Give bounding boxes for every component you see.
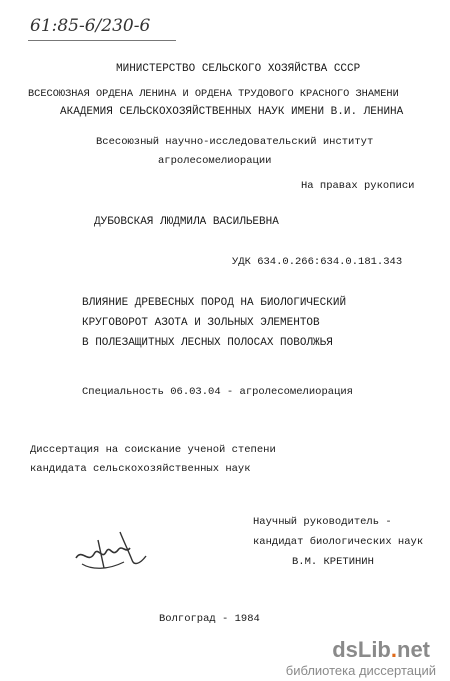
academy-heading-line2: АКАДЕМИЯ СЕЛЬСКОХОЗЯЙСТВЕННЫХ НАУК ИМЕНИ В.И. ЛЕНИНА xyxy=(60,106,404,118)
watermark-logo-tld: net xyxy=(397,637,430,662)
thesis-title-line3: В ПОЛЕЗАЩИТНЫХ ЛЕСНЫХ ПОЛОСАХ ПОВОЛЖЬЯ xyxy=(82,337,333,349)
specialty: Специальность 06.03.04 - агролесомелиорация xyxy=(82,386,353,398)
author-name: ДУБОВСКАЯ ЛЮДМИЛА ВАСИЛЬЕВНА xyxy=(94,216,279,228)
udk-code: УДК 634.0.266:634.0.181.343 xyxy=(232,256,403,268)
watermark-logo-main: dsLib xyxy=(332,637,391,662)
thesis-title-line2: КРУГОВОРОТ АЗОТА И ЗОЛЬНЫХ ЭЛЕМЕНТОВ xyxy=(82,317,320,329)
dissertation-line2: кандидата сельскохозяйственных наук xyxy=(30,463,251,475)
supervisor-line1: Научный руководитель - xyxy=(253,516,392,528)
dissertation-line1: Диссертация на соискание ученой степени xyxy=(30,444,276,456)
institute-line1: Всесоюзный научно-исследовательский институт xyxy=(96,136,374,148)
thesis-title-line1: ВЛИЯНИЕ ДРЕВЕСНЫХ ПОРОД НА БИОЛОГИЧЕСКИЙ xyxy=(82,297,347,309)
watermark-subtitle: библиотека диссертаций xyxy=(285,663,436,678)
watermark-logo xyxy=(332,637,430,663)
ministry-heading: МИНИСТЕРСТВО СЕЛЬСКОГО ХОЗЯЙСТВА СССР xyxy=(116,63,361,75)
institute-line2: агролесомелиорации xyxy=(158,155,272,167)
supervisor-line2: кандидат биологических наук xyxy=(253,536,424,548)
rights-note: На правах рукописи xyxy=(301,180,415,192)
signature-graphic xyxy=(68,520,158,580)
academy-heading-line1: ВСЕСОЮЗНАЯ ОРДЕНА ЛЕНИНА И ОРДЕНА ТРУДОВОГО КРАСНОГО ЗНАМЕНИ xyxy=(28,88,399,100)
watermark-logo-dot: . xyxy=(390,637,397,662)
archive-code: 61:85-6/230-6 xyxy=(30,16,151,36)
supervisor-line3: В.М. КРЕТИНИН xyxy=(292,556,374,568)
archive-code-underline xyxy=(28,40,176,41)
place-year: Волгоград - 1984 xyxy=(159,613,260,625)
